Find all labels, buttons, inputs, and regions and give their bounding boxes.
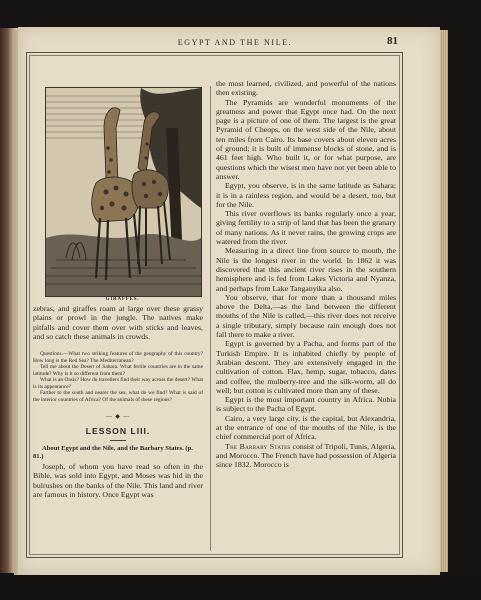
questions-line-3: What is an Oasis? How do travellers find their way across the desert? What is its appearance? xyxy=(33,377,203,390)
right-paragraph-10 xyxy=(216,442,396,470)
figure-caption: GIRAFFES. xyxy=(105,297,140,302)
page-stack-edge xyxy=(440,30,448,572)
running-title: EGYPT AND THE NILE. xyxy=(177,38,293,47)
left-column xyxy=(33,304,203,499)
lesson-paragraph: Joseph, of whom you have read so often in the Bible, was sold into Egypt, and Moses was hid in the bulrushes on the banks of the Nile. This land and river are famous in history. Once Egypt was xyxy=(33,462,203,500)
giraffes-illustration xyxy=(46,88,201,296)
lesson-subtitle: About Egypt and the Nile, and the Barbary States. (p. 81.) xyxy=(33,445,193,461)
background-table xyxy=(0,575,481,600)
questions-line-4: Farther to the south and nearer the sea, what do we find? What is said of the interior countries of Africa? Of the animals of these regions? xyxy=(33,390,203,403)
giraffes-engraving xyxy=(45,87,202,297)
right-paragraph-6: You observe, that for more than a thousand miles above the Delta,—as the land between the different mouths of the Nile is called,—this river does not receive a single tributary, simply because rain enough does not fall there to make a river. xyxy=(216,292,396,340)
continuation-paragraph: zebras, and giraffes roam at large over these grassy plains or prowl in the jungle. The natives make pitfalls and cover them over with sticks and leaves, and so catch these animals in crowds. xyxy=(33,304,203,341)
barbary-states-smallcaps: The Barbary States xyxy=(225,441,291,451)
column-divider xyxy=(210,86,211,551)
right-paragraph-7: Egypt is governed by a Pacha, and forms part of the Turkish Empire. It is inhabited chiefly by people of Arabian descent. They are extensively engaged in the cultivation of cotton. Flax, hemp, sugar, tobacco, dates and coffee, the mulberry-tree and the silk-worm, all do well; but cotton is cultivated more than any of these. xyxy=(216,339,396,395)
page-number: 81 xyxy=(387,35,398,47)
right-paragraph-2: The Pyramids are wonderful monuments of the greatness and power that Egypt once had. On the next page is a picture of one of them. The largest is the great Pyramid of Cheops, on the west side of the Nile, about ten miles from Cairo. Its base covers about eleven acres of ground; it is built of immense blocks of stone, and is 461 feet high. Who built it, or for what purpose, are questions which the wisest men have not yet been able to answer. xyxy=(216,97,396,181)
right-paragraph-1: the most learned, civilized, and powerful of the nations then existing. xyxy=(216,79,396,98)
right-paragraph-8: Egypt is the most important country in Africa. Nubia is subject to the Pacha of Egypt. xyxy=(216,395,396,414)
section-ornament: — ◆ — xyxy=(105,414,131,421)
lesson-title-rule xyxy=(110,440,126,441)
right-paragraph-5: Measuring in a direct line from source to mouth, the Nile is the longest river in the world. In 1862 it was discovered that this ancient river rises in the southern hemisphere and is fed from Lakes Victoria and Nyanza, and perhaps from Lake Tanganyika also. xyxy=(216,246,396,293)
right-paragraph-3: Egypt, you observe, is in the same latitude as Sahara; it is in a rainless region, and would be a desert, too, but for the Nile. xyxy=(216,181,396,209)
questions-line-1: Questions.—What two striking features of the geography of this country? How long is the Red Sea? The Mediterranean? xyxy=(33,351,203,364)
right-paragraph-9: Cairo, a very large city, is the capital, but Alexandria, at the entrance of one of the mouths of the Nile, is the chief commercial port of Africa. xyxy=(216,413,396,442)
right-column xyxy=(216,79,396,469)
right-paragraph-4: This river overflows its banks regularly once a year, giving fertility to a strip of land that has been the granary of many nations. As it never rains, the growing crops are watered from the river. xyxy=(216,209,396,247)
questions-line-2: Tell me about the Desert of Sahara. What fertile countries are in the same latitude? Why is it so different from them? xyxy=(33,364,203,377)
barbary-states-text: consist of Tripoli, Tunis, Algeria, and Morocco. The French have had possession of Algeria since 1832. Morocco is xyxy=(216,441,396,470)
lesson-title: LESSON LIII. xyxy=(85,426,151,437)
